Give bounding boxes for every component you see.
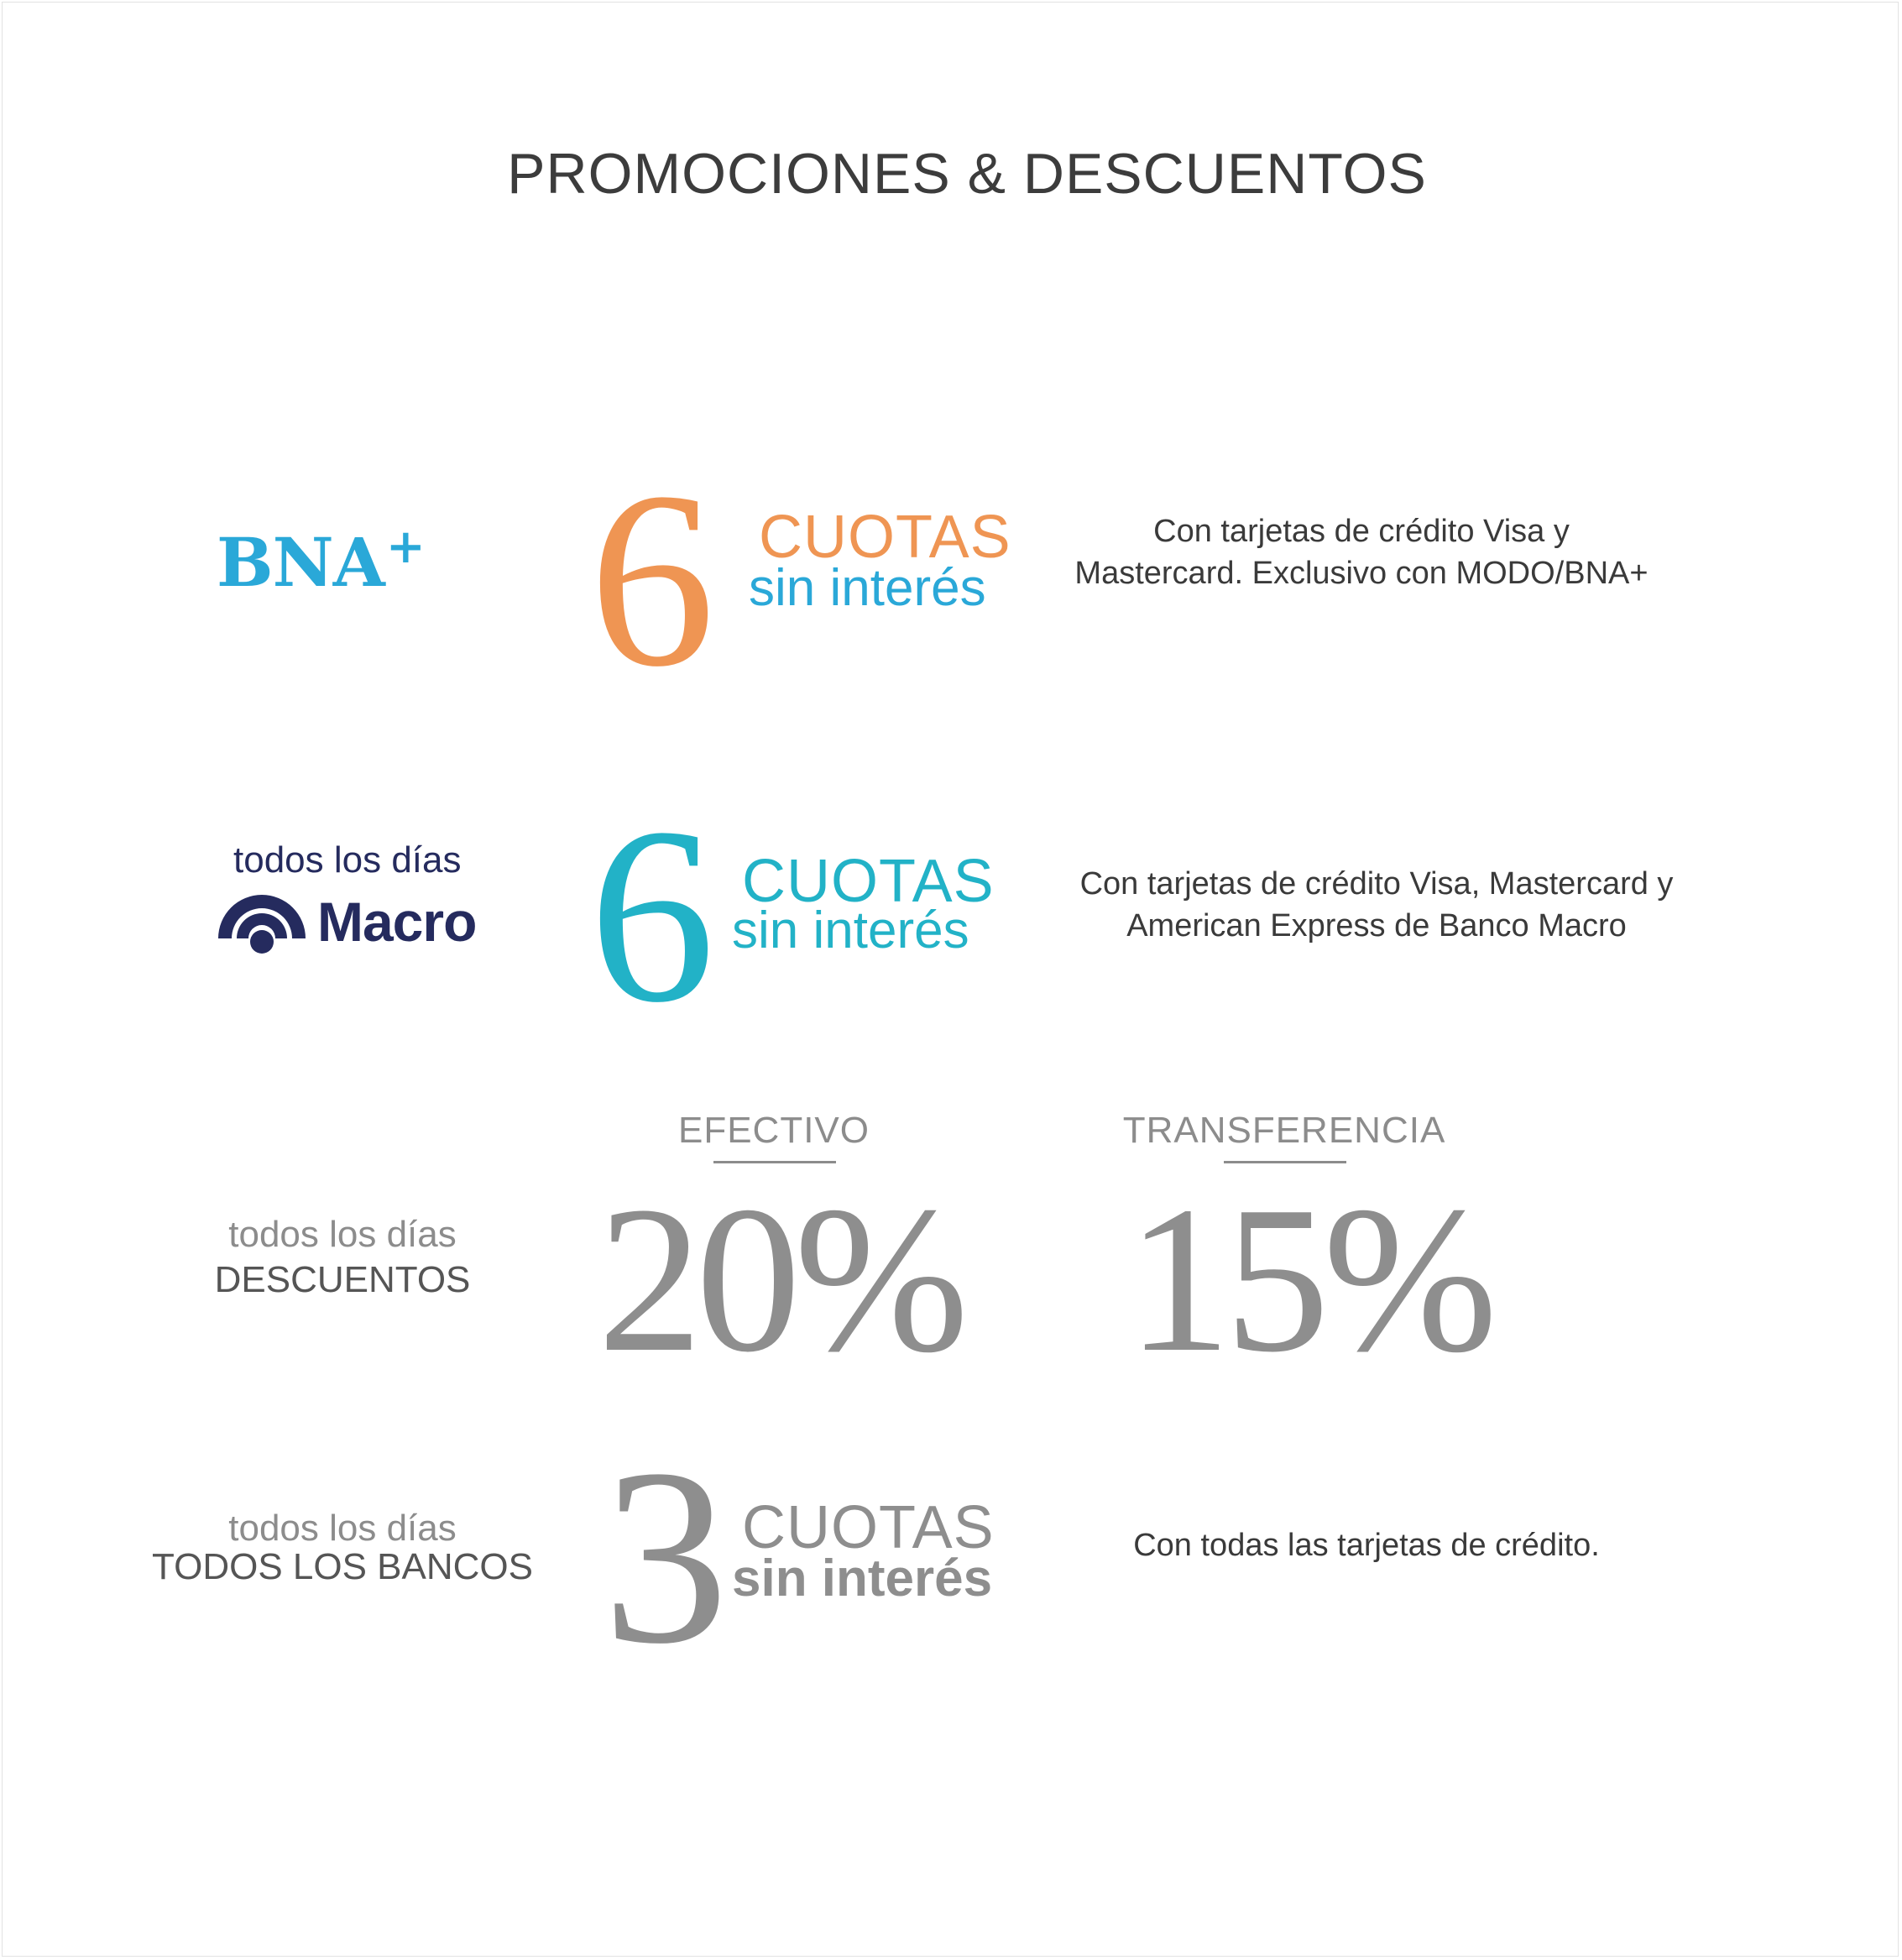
promo-bna-sin-interes: sin interés [749, 559, 986, 617]
promo-bna-description [1074, 510, 1648, 594]
all-banks-sin-interes: sin interés [732, 1550, 993, 1607]
promo-macro-description-line-2: American Express de Banco Macro [1126, 908, 1627, 943]
all-banks-number: 3 [603, 1417, 729, 1696]
promo-bna-description-line-1: Con tarjetas de crédito Visa y [1153, 514, 1570, 549]
bna-logo-text: BNA [217, 523, 384, 602]
bna-logo [217, 519, 425, 602]
page-title: PROMOCIONES & DESCUENTOS [507, 142, 1427, 206]
discount-cash-value: 20% [598, 1163, 963, 1396]
discount-transfer-label: TRANSFERENCIA [1122, 1110, 1446, 1151]
promo-macro-description [1080, 863, 1674, 947]
promo-bna-cuotas: CUOTAS [759, 504, 1011, 571]
promo-macro-sin-interes: sin interés [732, 902, 969, 959]
macro-logo-tagline: todos los días [233, 839, 462, 881]
discounts-label: DESCUENTOS [214, 1259, 471, 1300]
all-banks-tagline: todos los días [228, 1508, 457, 1549]
all-banks-description: Con todas las tarjetas de crédito. [1133, 1528, 1600, 1563]
promo-macro-description-line-1: Con tarjetas de crédito Visa, Mastercard y [1079, 866, 1674, 902]
promo-bna-description-line-2: Mastercard. Exclusivo con MODO/BNA+ [1074, 556, 1649, 591]
page-frame [2, 2, 1899, 1957]
promo-macro-number: 6 [589, 776, 715, 1054]
discount-cash-label: EFECTIVO [677, 1110, 870, 1151]
discounts-tagline: todos los días [228, 1214, 457, 1255]
all-banks-cuotas: CUOTAS [742, 1494, 995, 1561]
promo-macro-cuotas: CUOTAS [742, 848, 995, 915]
macro-logo-name: Macro [317, 891, 477, 953]
bna-logo-plus: + [385, 519, 425, 574]
all-banks-label: TODOS LOS BANCOS [152, 1546, 533, 1587]
macro-arch-icon [215, 890, 309, 955]
discount-transfer-value: 15% [1126, 1163, 1492, 1396]
promo-bna-number: 6 [589, 440, 715, 719]
